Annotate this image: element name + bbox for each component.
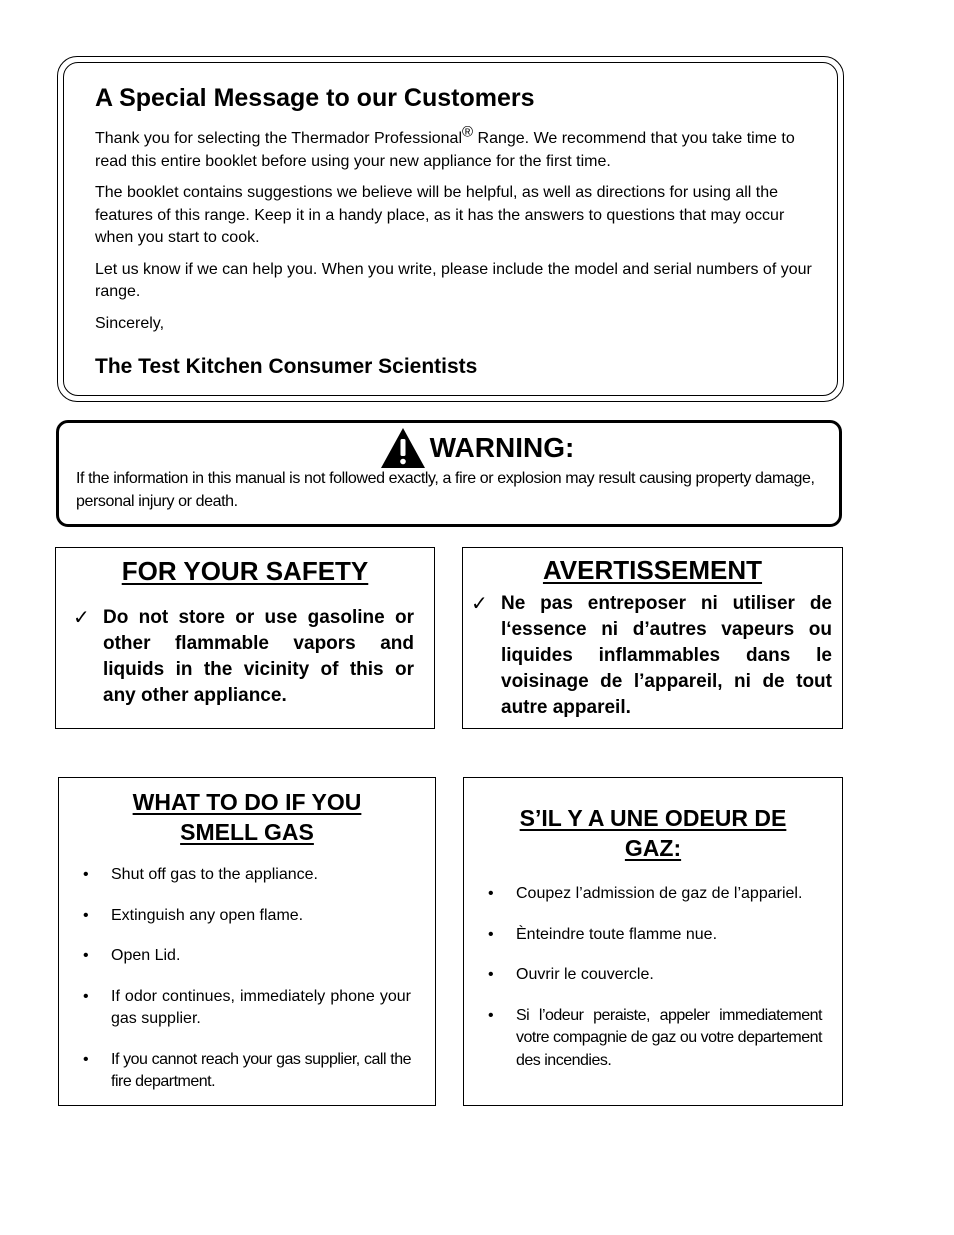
bullet-icon: • bbox=[488, 1006, 494, 1024]
list-item-text: Shut off gas to the appliance. bbox=[111, 866, 318, 883]
list-item-text: Ouvrir le couvercle. bbox=[516, 966, 654, 983]
message-closing: Sincerely, bbox=[95, 314, 165, 332]
bullet-icon: • bbox=[488, 885, 494, 902]
registered-mark: ® bbox=[462, 123, 474, 141]
gas-list-french bbox=[464, 883, 842, 1072]
list-item-text: Extinguish any open flame. bbox=[111, 906, 304, 924]
warning-header bbox=[0, 427, 954, 471]
gas-box-french bbox=[463, 777, 843, 1106]
list-item-text: If odor continues, immediately phone your gas supplier. bbox=[111, 987, 411, 1027]
bullet-icon: • bbox=[83, 866, 89, 883]
message-paragraph-1-start: Thank you for selecting the Thermador Professional bbox=[95, 130, 463, 147]
message-signature: The Test Kitchen Consumer Scientists bbox=[95, 355, 478, 378]
list-item bbox=[464, 883, 822, 906]
gas-title-french bbox=[464, 803, 842, 863]
gas-list-english bbox=[59, 864, 435, 1094]
bullet-icon: • bbox=[488, 966, 494, 983]
list-item bbox=[59, 1049, 411, 1094]
bullet-icon: • bbox=[83, 947, 89, 964]
list-item bbox=[59, 986, 411, 1031]
message-paragraph-3: Let us know if we can help you. When you write, please include the model and serial numbers of your range. bbox=[95, 260, 812, 300]
bullet-icon: • bbox=[488, 925, 494, 943]
message-paragraph-1 bbox=[95, 123, 815, 173]
warning-triangle-icon bbox=[380, 427, 426, 469]
list-item bbox=[464, 1005, 822, 1073]
bullet-icon: • bbox=[83, 906, 89, 924]
warning-title-group bbox=[380, 427, 575, 469]
list-item-text: Open Lid. bbox=[111, 947, 181, 964]
bullet-icon: • bbox=[83, 1050, 89, 1068]
safety-item-french bbox=[463, 590, 842, 721]
message-paragraph-1-end: Range. We recommend that you take time to read this entire booklet before using your new appliance for the first time. bbox=[95, 130, 795, 170]
safety-title-french: AVERTISSEMENT bbox=[542, 555, 763, 585]
message-paragraph-2: The booklet contains suggestions we believe will be helpful, as well as directions for using all the features of this range. Keep it in a handy place, as it has the answers to questions that may occur when you start to cook. bbox=[95, 184, 785, 246]
warning-title: WARNING: bbox=[429, 432, 575, 463]
check-mark-icon: ✓ bbox=[73, 607, 90, 629]
gas-title-english bbox=[59, 787, 435, 847]
list-item bbox=[464, 964, 822, 987]
gas-title-french-line-2: GAZ: bbox=[624, 835, 682, 861]
bullet-icon: • bbox=[83, 987, 89, 1005]
safety-text-french: Ne pas entreposer ni utiliser de l‘essence ni d’autres vapeurs ou liquides inflammables dans le voisinage de l’appareil, ni de tout autre appareil. bbox=[501, 593, 832, 718]
gas-title-french-line-1: S’IL Y A UNE ODEUR DE bbox=[519, 805, 787, 831]
safety-text-english: Do not store or use gasoline or other flammable vapors and liquids in the vicinity of this or any other appliance. bbox=[103, 607, 414, 706]
list-item-text: Coupez l’admission de gaz de l’appariel. bbox=[516, 885, 803, 902]
gas-title-english-line-2: SMELL GAS bbox=[180, 819, 314, 845]
safety-box-english bbox=[55, 547, 435, 729]
list-item bbox=[59, 945, 411, 968]
safety-title-english: FOR YOUR SAFETY bbox=[121, 556, 369, 586]
list-item-text: Ènteindre toute flamme nue. bbox=[516, 925, 718, 943]
message-title: A Special Message to our Customers bbox=[95, 84, 535, 112]
list-item bbox=[464, 924, 822, 947]
list-item-text: If you cannot reach your gas supplier, call the fire department. bbox=[111, 1050, 411, 1090]
list-item-text: Si l’odeur peraiste, appeler immediatement votre compagnie de gaz ou votre departement des incendies. bbox=[516, 1006, 822, 1069]
special-message bbox=[95, 80, 815, 382]
safety-item-english bbox=[56, 591, 434, 709]
gas-box-english bbox=[58, 777, 436, 1106]
gas-title-english-line-1: WHAT TO DO IF YOU bbox=[132, 789, 362, 815]
safety-box-french bbox=[462, 547, 843, 729]
check-mark-icon: ✓ bbox=[471, 593, 488, 615]
list-item bbox=[59, 864, 411, 887]
list-item bbox=[59, 905, 411, 928]
warning-text: If the information in this manual is not followed exactly, a fire or explosion may result causing property damage, personal injury or death. bbox=[76, 470, 815, 510]
